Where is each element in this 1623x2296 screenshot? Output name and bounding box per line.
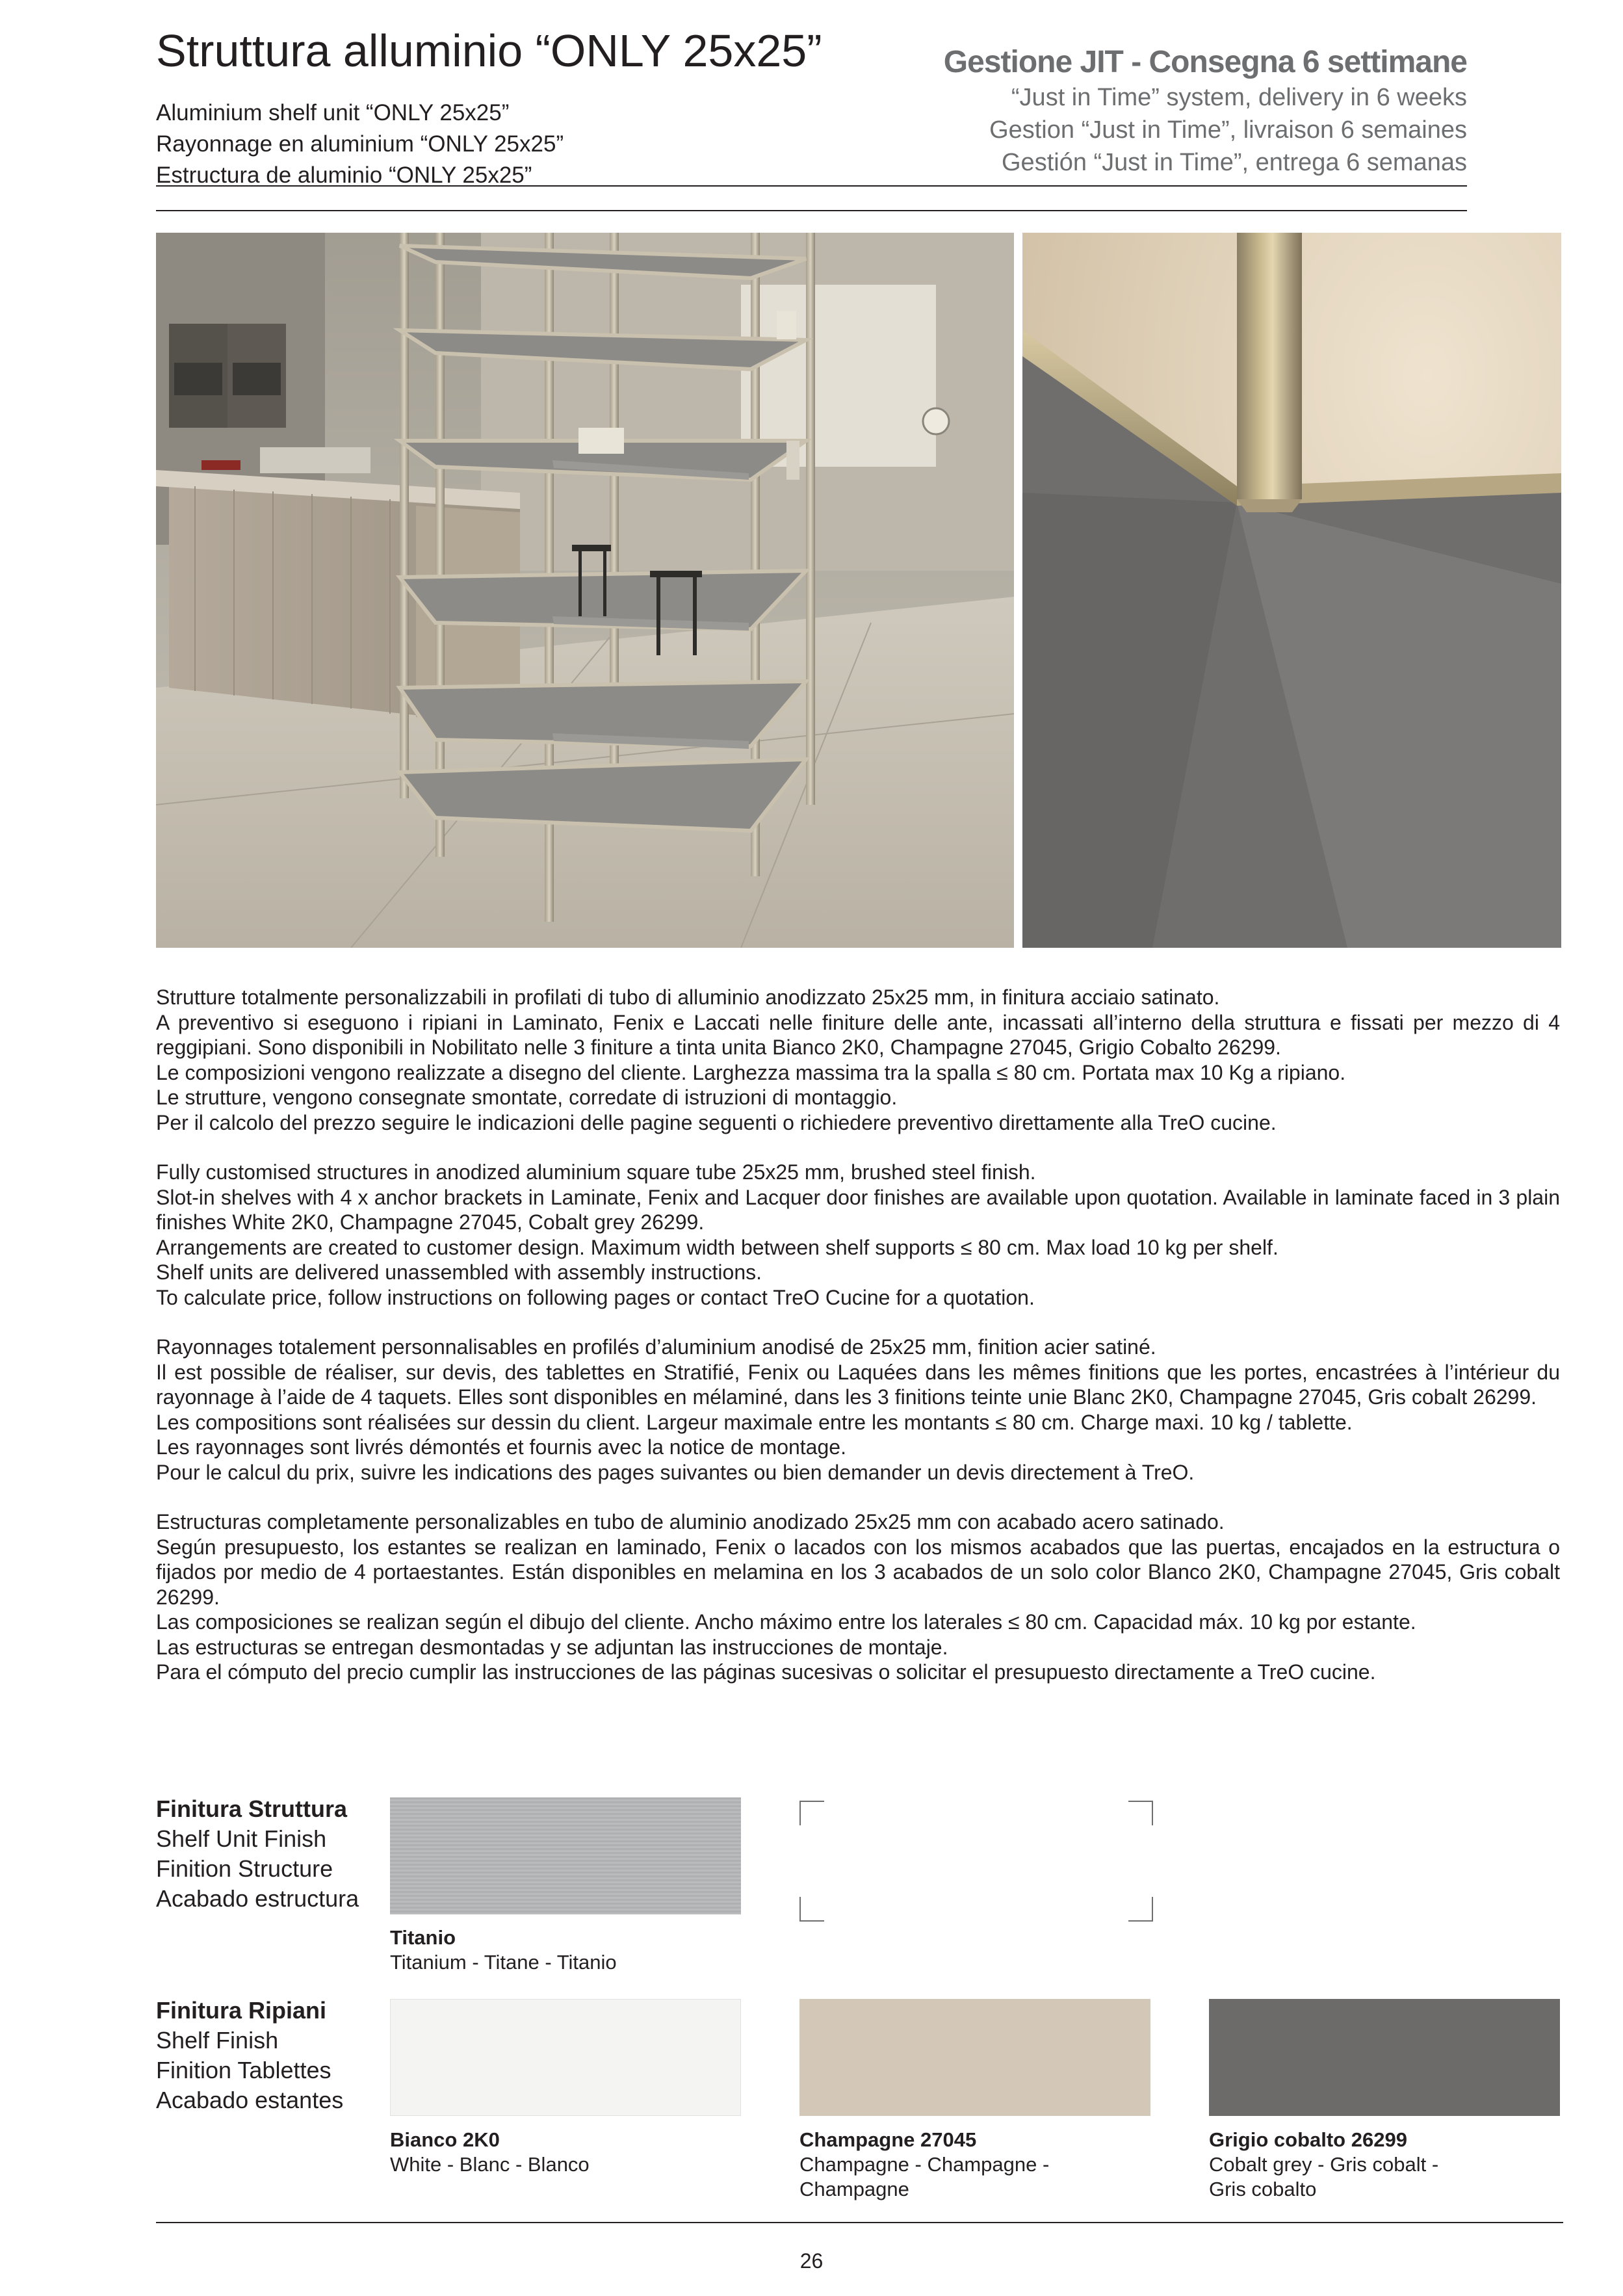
header-rule-bottom [156, 210, 1467, 211]
swatch-name: Bianco 2K0 [390, 2128, 500, 2151]
paragraph-es [156, 1509, 1560, 1685]
text-line: Estructuras completamente personalizables en tubo de aluminio anodizado 25x25 mm con acabado acero satinado. [156, 1510, 1225, 1533]
jit-lines [989, 81, 1467, 179]
swatch-name: Champagne 27045 [799, 2128, 977, 2151]
champagne-caption [799, 2128, 1049, 2202]
grigio-cobalto-caption [1209, 2128, 1438, 2202]
header-rule-top [156, 185, 1467, 187]
jit-title: Gestione JIT - Consegna 6 settimane [943, 45, 1467, 79]
subtitle-en: Aluminium shelf unit “ONLY 25x25” [156, 100, 510, 125]
text-line: Pour le calcul du prix, suivre les indications des pages suivantes ou bien demander un devis directement à TreO. [156, 1460, 1195, 1484]
text-line: Strutture totalmente personalizzabili in profilati di tubo di alluminio anodizzato 25x25 mm, in finitura acciaio satinato. [156, 985, 1220, 1009]
paragraph-it [156, 985, 1560, 1135]
jit-es: Gestión “Just in Time”, entrega 6 semanas [1002, 149, 1467, 176]
structure-finish-fr: Finition Structure [156, 1855, 333, 1882]
subtitle-fr: Rayonnage en aluminium “ONLY 25x25” [156, 131, 564, 157]
jit-en: “Just in Time” system, delivery in 6 weeks [1011, 84, 1467, 111]
text-line: Shelf units are delivered unassembled with assembly instructions. [156, 1260, 762, 1284]
paragraph-en [156, 1160, 1560, 1310]
text-line: Según presupuesto, los estantes se realizan en laminado, Fenix o lacados con los mismos acabados que las puertas, encajados en la estructura o fijados por medio de 4 portaestantes. Están disponibles en melamina en los 3 acabados de un solo color Blanco 2K0, Champagne 27045, Gris cobalt 26299. [156, 1535, 1560, 1609]
shelf-finish-en: Shelf Finish [156, 2027, 279, 2054]
corner-mark [799, 1897, 824, 1922]
grigio-cobalto-swatch [1209, 1999, 1560, 2116]
structure-finish-label [156, 1794, 359, 1914]
text-line: Rayonnages totalement personnalisables en profilés d’aluminium anodisé de 25x25 mm, finition acier satiné. [156, 1335, 1156, 1359]
kitchen-shelf-photo [156, 233, 1014, 948]
swatch-name: Grigio cobalto 26299 [1209, 2128, 1407, 2151]
corner-mark [1128, 1897, 1153, 1922]
text-line: Slot-in shelves with 4 x anchor brackets in Laminate, Fenix and Lacquer door finishes are available upon quotation. Available in laminate faced in 3 plain finishes White 2K0, Champagne 27045, Cobalt grey 26299. [156, 1185, 1560, 1234]
champagne-swatch [799, 1999, 1150, 2116]
description-text [156, 985, 1560, 1710]
shelf-finish-es: Acabado estantes [156, 2087, 344, 2113]
page-title: Struttura alluminio “ONLY 25x25” [156, 25, 822, 76]
titanio-swatch [390, 1797, 741, 1914]
structure-finish-es: Acabado estructura [156, 1885, 359, 1912]
corner-mark [1128, 1801, 1153, 1825]
text-line: Les rayonnages sont livrés démontés et fournis avec la notice de montage. [156, 1435, 846, 1459]
subtitles [156, 98, 564, 191]
jit-fr: Gestion “Just in Time”, livraison 6 semaines [989, 116, 1467, 144]
text-line: Les compositions sont réalisées sur dessin du client. Largeur maximale entre les montants ≤ 80 cm. Charge maxi. 10 kg / tablette. [156, 1410, 1353, 1434]
text-line: Le composizioni vengono realizzate a disegno del cliente. Larghezza massima tra la spalla ≤ 80 cm. Portata max 10 Kg a ripiano. [156, 1060, 1346, 1084]
swatch-desc: Titanium - Titane - Titanio [390, 1951, 617, 1974]
swatch-desc: White - Blanc - Blanco [390, 2153, 590, 2176]
bianco-swatch [390, 1999, 741, 2116]
text-line: Las estructuras se entregan desmontadas y se adjuntan las instrucciones de montaje. [156, 1635, 948, 1659]
text-line: Para el cómputo del precio cumplir las instrucciones de las páginas sucesivas o solicitar el presupuesto directamente a TreO cucine. [156, 1660, 1376, 1684]
shelf-finish-fr: Finition Tablettes [156, 2057, 331, 2083]
text-line: Las composiciones se realizan según el dibujo del cliente. Ancho máximo entre los laterales ≤ 80 cm. Capacidad máx. 10 kg por estante. [156, 1610, 1416, 1634]
text-line: Il est possible de réaliser, sur devis, des tablettes en Stratifié, Fenix ou Laquées dans les mêmes finitions que les portes, encastrées à l’intérieur du rayonnage à l’aide de 4 taquets. Elles sont disponibles en mélaminé, dans les 3 finitions teinte unie Blanc 2K0, Champagne 27045, Gris cobalt 26299. [156, 1360, 1560, 1409]
text-line: To calculate price, follow instructions on following pages or contact TreO Cucine for a quotation. [156, 1285, 1035, 1309]
page-number: 26 [799, 2249, 824, 2273]
frame-corner-detail-photo [1022, 233, 1561, 948]
footer-rule [156, 2222, 1563, 2223]
text-line: Fully customised structures in anodized aluminium square tube 25x25 mm, brushed steel finish. [156, 1160, 1036, 1184]
text-line: Arrangements are created to customer design. Maximum width between shelf supports ≤ 80 cm. Max load 10 kg per shelf. [156, 1235, 1279, 1259]
paragraph-fr [156, 1335, 1560, 1485]
bianco-caption [390, 2128, 590, 2177]
structure-finish-en: Shelf Unit Finish [156, 1825, 327, 1852]
titanio-caption [390, 1925, 617, 1975]
swatch-name: Titanio [390, 1926, 456, 1949]
structure-finish-title: Finitura Struttura [156, 1795, 347, 1822]
swatch-desc: Gris cobalto [1209, 2178, 1317, 2200]
swatch-desc: Champagne - Champagne - [799, 2153, 1050, 2176]
swatch-desc: Cobalt grey - Gris cobalt - [1209, 2153, 1439, 2176]
text-line: A preventivo si eseguono i ripiani in Laminato, Fenix e Laccati nelle finiture delle ante, incassati all’interno della struttura e fissati per mezzo di 4 reggipiani. Sono disponibili in Nobilitato nelle 3 finiture a tinta unita Bianco 2K0, Champagne 27045, Grigio Cobalto 26299. [156, 1010, 1560, 1059]
shelf-finish-label [156, 1996, 343, 2115]
swatch-desc: Champagne [799, 2178, 909, 2200]
shelf-finish-title: Finitura Ripiani [156, 1997, 327, 2024]
corner-mark [799, 1801, 824, 1825]
text-line: Le strutture, vengono consegnate smontate, corredate di istruzioni di montaggio. [156, 1086, 898, 1109]
subtitle-es: Estructura de aluminio “ONLY 25x25” [156, 163, 532, 188]
text-line: Per il calcolo del prezzo seguire le indicazioni delle pagine seguenti o richiedere preventivo direttamente alla TreO cucine. [156, 1110, 1277, 1134]
